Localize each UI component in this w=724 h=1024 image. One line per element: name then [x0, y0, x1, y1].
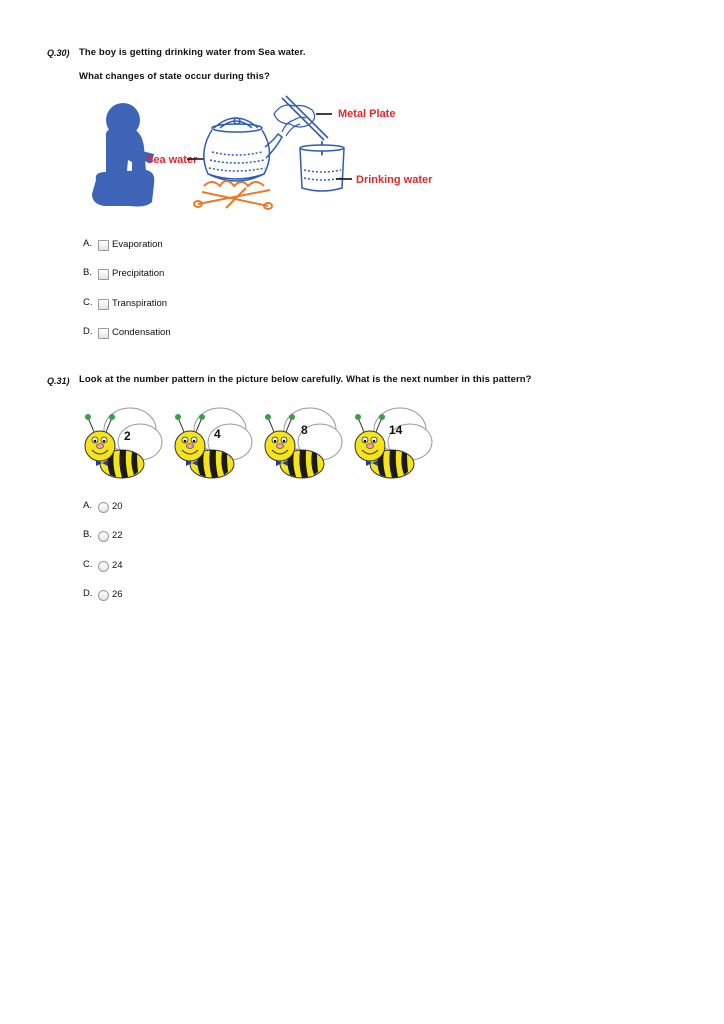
- option-letter: A.: [83, 500, 92, 511]
- bee-number: 4: [214, 427, 221, 441]
- bee-pattern-figure: [78, 398, 440, 484]
- bee-icon: [85, 408, 162, 478]
- boy-silhouette-icon: [92, 103, 154, 207]
- water-distillation-figure: [86, 92, 441, 217]
- option-letter: A.: [83, 238, 92, 249]
- question-text: The boy is getting drinking water from Sea water.: [79, 47, 306, 58]
- kettle-icon: [204, 118, 282, 181]
- option-a-label: Evaporation: [112, 239, 163, 250]
- bee-icon: [265, 408, 342, 478]
- option-c-label: 24: [112, 560, 123, 571]
- option-b-checkbox[interactable]: [98, 269, 109, 280]
- option-letter: C.: [83, 297, 93, 308]
- option-letter: D.: [83, 326, 93, 337]
- option-letter: B.: [83, 267, 92, 278]
- option-letter: D.: [83, 588, 93, 599]
- option-letter: B.: [83, 529, 92, 540]
- option-b-radio[interactable]: [98, 531, 109, 542]
- option-a-label: 20: [112, 501, 123, 512]
- bee-number: 14: [389, 423, 403, 437]
- option-d-radio[interactable]: [98, 590, 109, 601]
- question-text: Look at the number pattern in the picture below carefully. What is the next number in this pattern?: [79, 374, 532, 385]
- option-c-label: Transpiration: [112, 298, 168, 309]
- option-b-label: 22: [112, 530, 123, 541]
- sea-water-label: Sea water: [146, 154, 198, 166]
- bee-number: 8: [301, 423, 308, 437]
- option-d-checkbox[interactable]: [98, 328, 109, 339]
- bee-icon: [175, 408, 252, 478]
- option-a-checkbox[interactable]: [98, 240, 109, 251]
- question-number: Q.30): [47, 48, 70, 58]
- option-c-checkbox[interactable]: [98, 299, 109, 310]
- drinking-water-label: Drinking water: [356, 174, 433, 186]
- option-b-label: Precipitation: [112, 268, 165, 279]
- question-number: Q.31): [47, 376, 70, 386]
- option-c-radio[interactable]: [98, 561, 109, 572]
- metal-plate-label: Metal Plate: [338, 108, 396, 120]
- bee-icon: [355, 408, 432, 478]
- option-d-label: 26: [112, 589, 123, 600]
- option-a-radio[interactable]: [98, 502, 109, 513]
- bee-number: 2: [124, 429, 131, 443]
- option-d-label: Condensation: [112, 327, 171, 338]
- fire-logs-icon: [194, 181, 272, 209]
- option-letter: C.: [83, 559, 93, 570]
- question-subtext: What changes of state occur during this?: [79, 71, 270, 82]
